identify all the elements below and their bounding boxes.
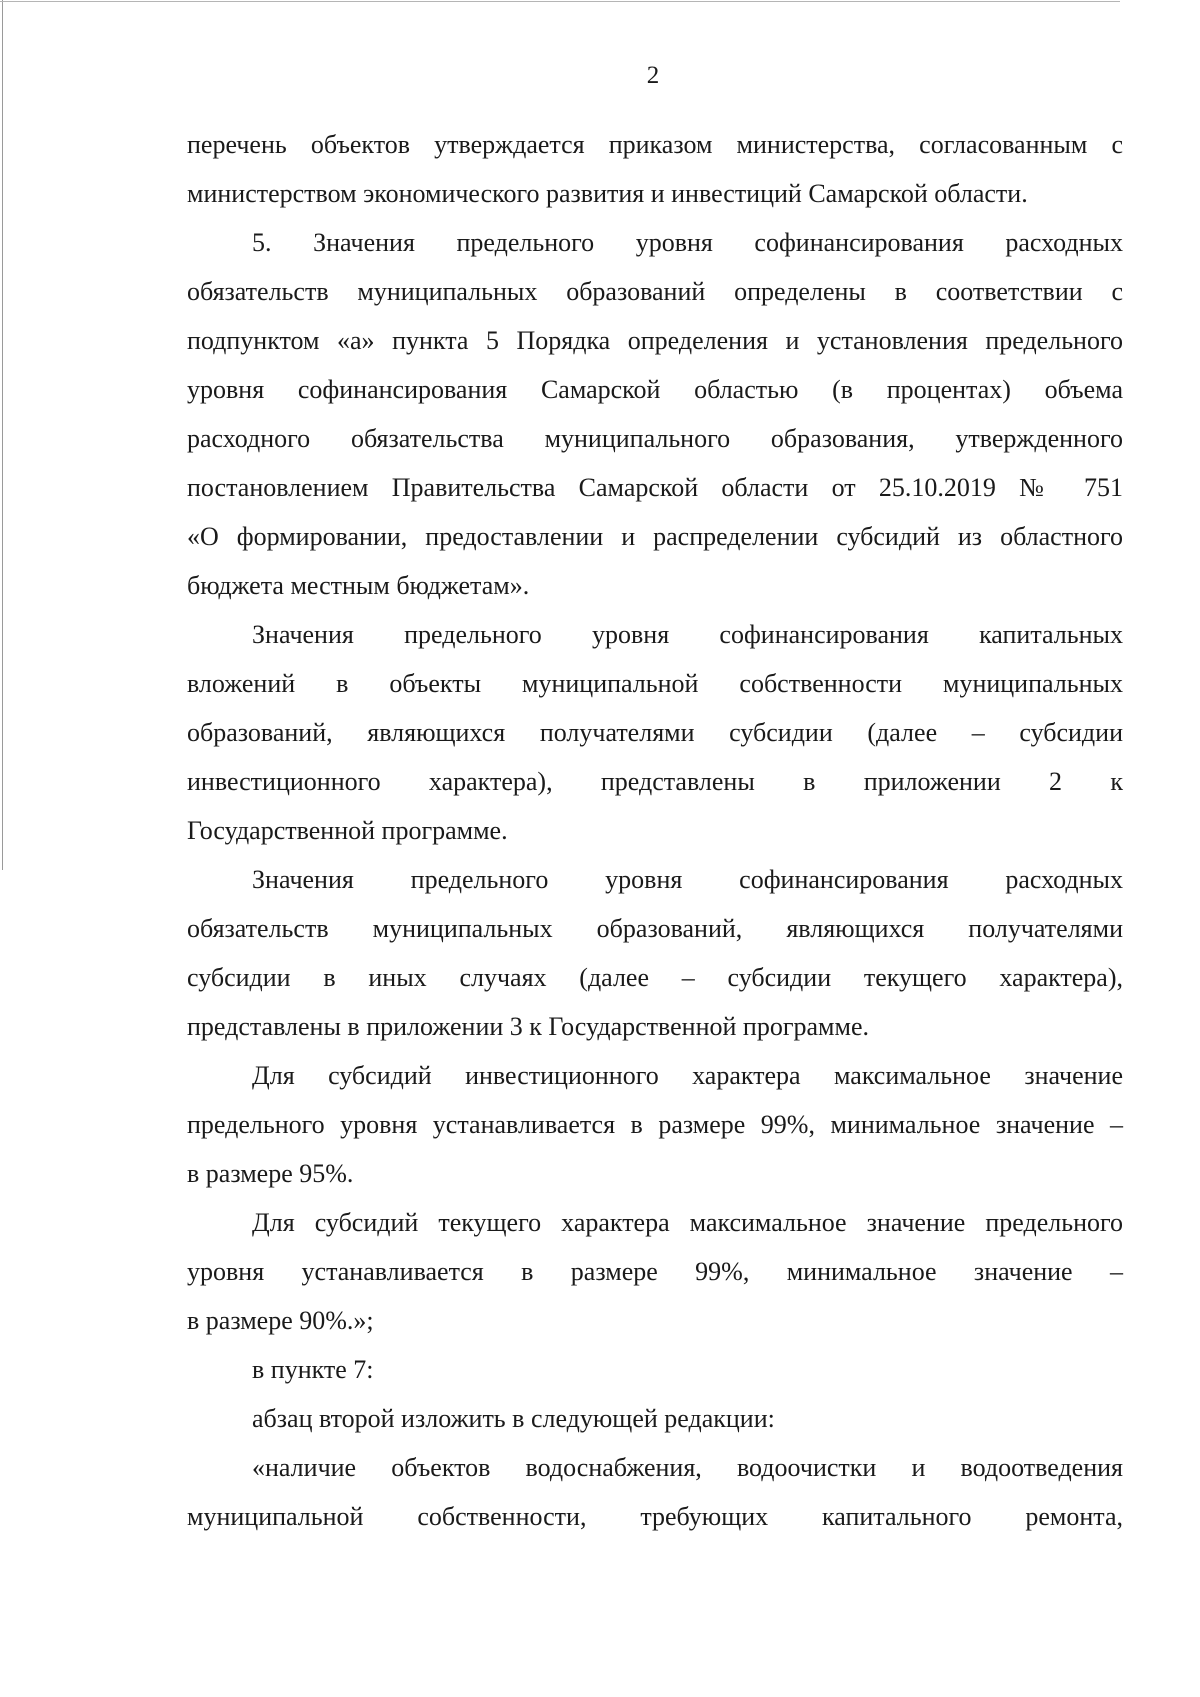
text-line: «О формировании, предоставлении и распределении субсидий из областного	[187, 522, 1123, 551]
text-line: Для субсидий текущего характера максимальное значение предельного	[252, 1208, 1123, 1237]
text-line: Значения предельного уровня софинансирования капитальных	[252, 620, 1123, 649]
text-line: в пункте 7:	[252, 1355, 374, 1384]
text-line: субсидии в иных случаях (далее – субсидии текущего характера),	[187, 963, 1123, 992]
text-line: 5. Значения предельного уровня софинансирования расходных	[252, 228, 1123, 257]
text-line: подпунктом «а» пункта 5 Порядка определения и установления предельного	[187, 326, 1123, 355]
text-line: уровня устанавливается в размере 99%, минимальное значение –	[187, 1257, 1123, 1286]
text-line: министерством экономического развития и инвестиций Самарской области.	[187, 179, 1028, 208]
text-line: постановлением Правительства Самарской области от 25.10.2019 № 751	[187, 473, 1123, 502]
text-line: уровня софинансирования Самарской областью (в процентах) объема	[187, 375, 1123, 404]
text-line: вложений в объекты муниципальной собственности муниципальных	[187, 669, 1123, 698]
text-line: обязательств муниципальных образований определены в соответствии с	[187, 277, 1123, 306]
text-line: «наличие объектов водоснабжения, водоочистки и водоотведения	[252, 1453, 1123, 1482]
text-line: обязательств муниципальных образований, являющихся получателями	[187, 914, 1123, 943]
text-line: образований, являющихся получателями субсидии (далее – субсидии	[187, 718, 1123, 747]
text-line: Значения предельного уровня софинансирования расходных	[252, 865, 1123, 894]
text-line: муниципальной собственности, требующих капитального ремонта,	[187, 1502, 1123, 1531]
scan-edge-top	[0, 1, 1120, 2]
text-line: бюджета местным бюджетам».	[187, 571, 530, 600]
text-line: в размере 90%.»;	[187, 1306, 374, 1335]
text-line: расходного обязательства муниципального образования, утвержденного	[187, 424, 1123, 453]
text-line: Государственной программе.	[187, 816, 508, 845]
text-line: абзац второй изложить в следующей редакции:	[252, 1404, 775, 1433]
scan-edge-left	[2, 0, 3, 870]
text-line: инвестиционного характера), представлены в приложении 2 к	[187, 767, 1123, 796]
text-line: предельного уровня устанавливается в размере 99%, минимальное значение –	[187, 1110, 1123, 1139]
text-line: в размере 95%.	[187, 1159, 354, 1188]
text-line: перечень объектов утверждается приказом министерства, согласованным с	[187, 130, 1123, 159]
page-number: 2	[646, 62, 660, 89]
text-line: Для субсидий инвестиционного характера максимальное значение	[252, 1061, 1123, 1090]
text-line: представлены в приложении 3 к Государственной программе.	[187, 1012, 869, 1041]
